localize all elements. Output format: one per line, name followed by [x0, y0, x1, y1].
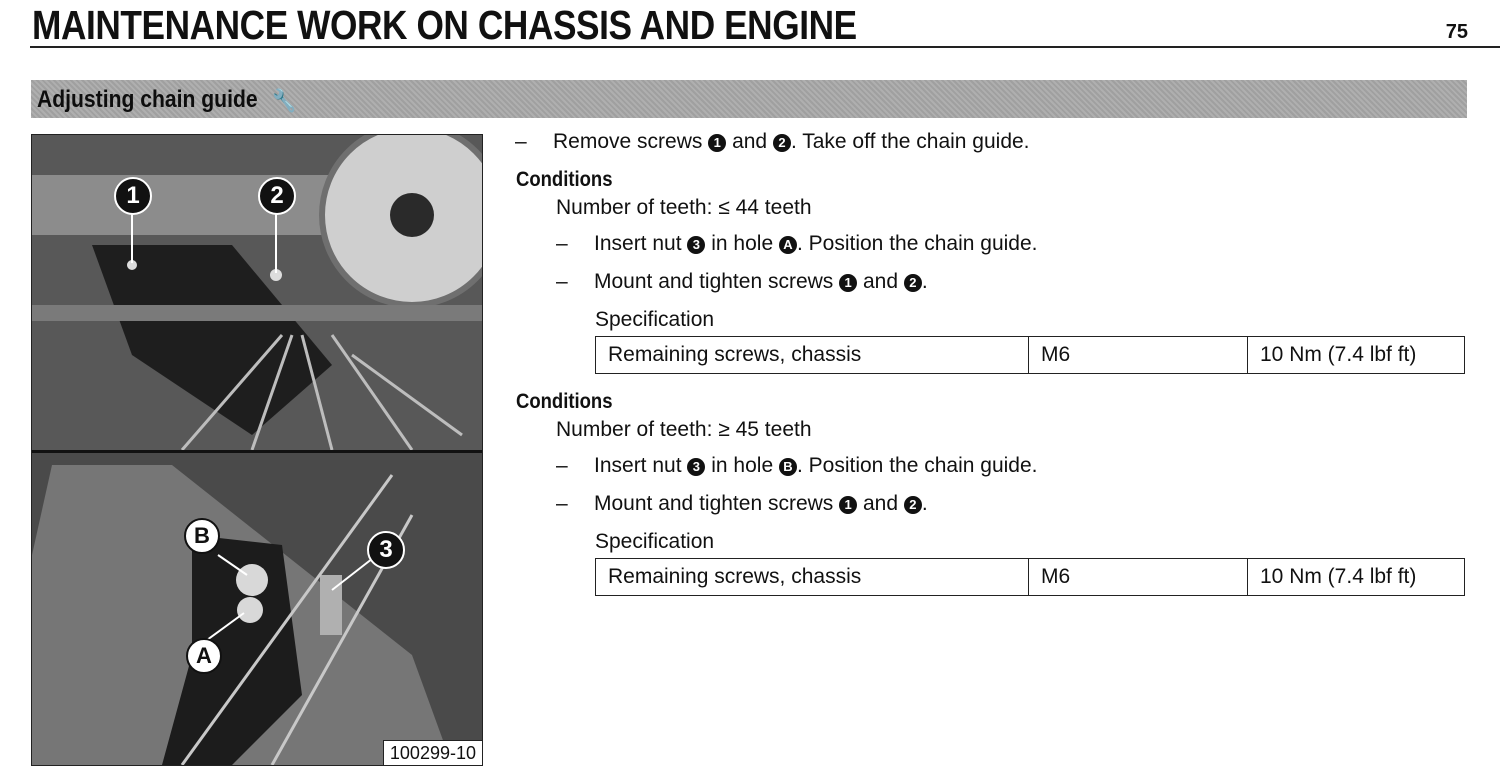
dash: – — [515, 130, 527, 153]
section-heading-bar — [31, 80, 1467, 118]
spec-table — [595, 558, 1465, 596]
callout-B: B — [184, 518, 220, 554]
dash: – — [556, 232, 568, 255]
step-text: Insert nut — [594, 454, 682, 477]
number-badge: 1 — [839, 274, 857, 292]
section-title-text: Adjusting chain guide — [37, 86, 258, 113]
step-mount-screws — [556, 270, 928, 294]
dash: – — [556, 270, 568, 293]
step-mount-screws — [556, 492, 928, 516]
step-text: . Take off the chain guide. — [790, 130, 1030, 153]
section-title — [37, 86, 296, 114]
step-text: . Position the chain guide. — [796, 232, 1038, 255]
table-row — [596, 559, 1465, 596]
page-header — [30, 0, 1500, 48]
number-badge: 2 — [904, 274, 922, 292]
callout-2: 2 — [258, 177, 296, 215]
chain-guide-photo — [31, 134, 483, 766]
table-row — [596, 337, 1465, 374]
table-cell: Remaining screws, chassis — [596, 337, 1029, 374]
table-cell: M6 — [1029, 559, 1248, 596]
step-text: . Position the chain guide. — [796, 454, 1038, 477]
step-text: and — [862, 270, 899, 293]
step-remove-screws — [515, 130, 1030, 154]
condition-text: Number of teeth: ≥ 45 teeth — [556, 418, 812, 441]
letter-badge: B — [779, 458, 797, 476]
dash: – — [556, 454, 568, 477]
page-number: 75 — [1445, 21, 1468, 43]
step-text: Remove screws — [553, 130, 703, 153]
conditions-heading: Conditions — [516, 168, 613, 191]
number-badge: 3 — [687, 236, 705, 254]
callouts-layer — [32, 135, 482, 765]
specification-label: Specification — [595, 530, 715, 553]
step-text: Mount and tighten screws — [594, 270, 834, 293]
step-text: . — [921, 270, 928, 293]
number-badge: 1 — [708, 134, 726, 152]
number-badge: 2 — [904, 496, 922, 514]
step-text: Mount and tighten screws — [594, 492, 834, 515]
condition-text: Number of teeth: ≤ 44 teeth — [556, 196, 812, 219]
callout-3: 3 — [367, 531, 405, 569]
callout-A: A — [186, 638, 222, 674]
step-insert-nut — [556, 232, 1037, 256]
step-text: . — [921, 492, 928, 515]
step-text: in hole — [711, 232, 774, 255]
wrench-icon: 🔧 — [272, 87, 297, 113]
step-text: and — [862, 492, 899, 515]
table-cell: M6 — [1029, 337, 1248, 374]
number-badge: 2 — [773, 134, 791, 152]
step-text: Insert nut — [594, 232, 682, 255]
table-cell: 10 Nm (7.4 lbf ft) — [1248, 337, 1465, 374]
step-insert-nut — [556, 454, 1037, 478]
specification-label: Specification — [595, 308, 715, 331]
dash: – — [556, 492, 568, 515]
letter-badge: A — [779, 236, 797, 254]
table-cell: Remaining screws, chassis — [596, 559, 1029, 596]
table-cell: 10 Nm (7.4 lbf ft) — [1248, 559, 1465, 596]
number-badge: 3 — [687, 458, 705, 476]
callout-1: 1 — [114, 177, 152, 215]
page-title: MAINTENANCE WORK ON CHASSIS AND ENGINE — [32, 2, 857, 48]
conditions-heading: Conditions — [516, 390, 613, 413]
step-text: in hole — [711, 454, 774, 477]
step-text: and — [732, 130, 768, 153]
spec-table — [595, 336, 1465, 374]
figure-code: 100299-10 — [383, 740, 482, 765]
number-badge: 1 — [839, 496, 857, 514]
